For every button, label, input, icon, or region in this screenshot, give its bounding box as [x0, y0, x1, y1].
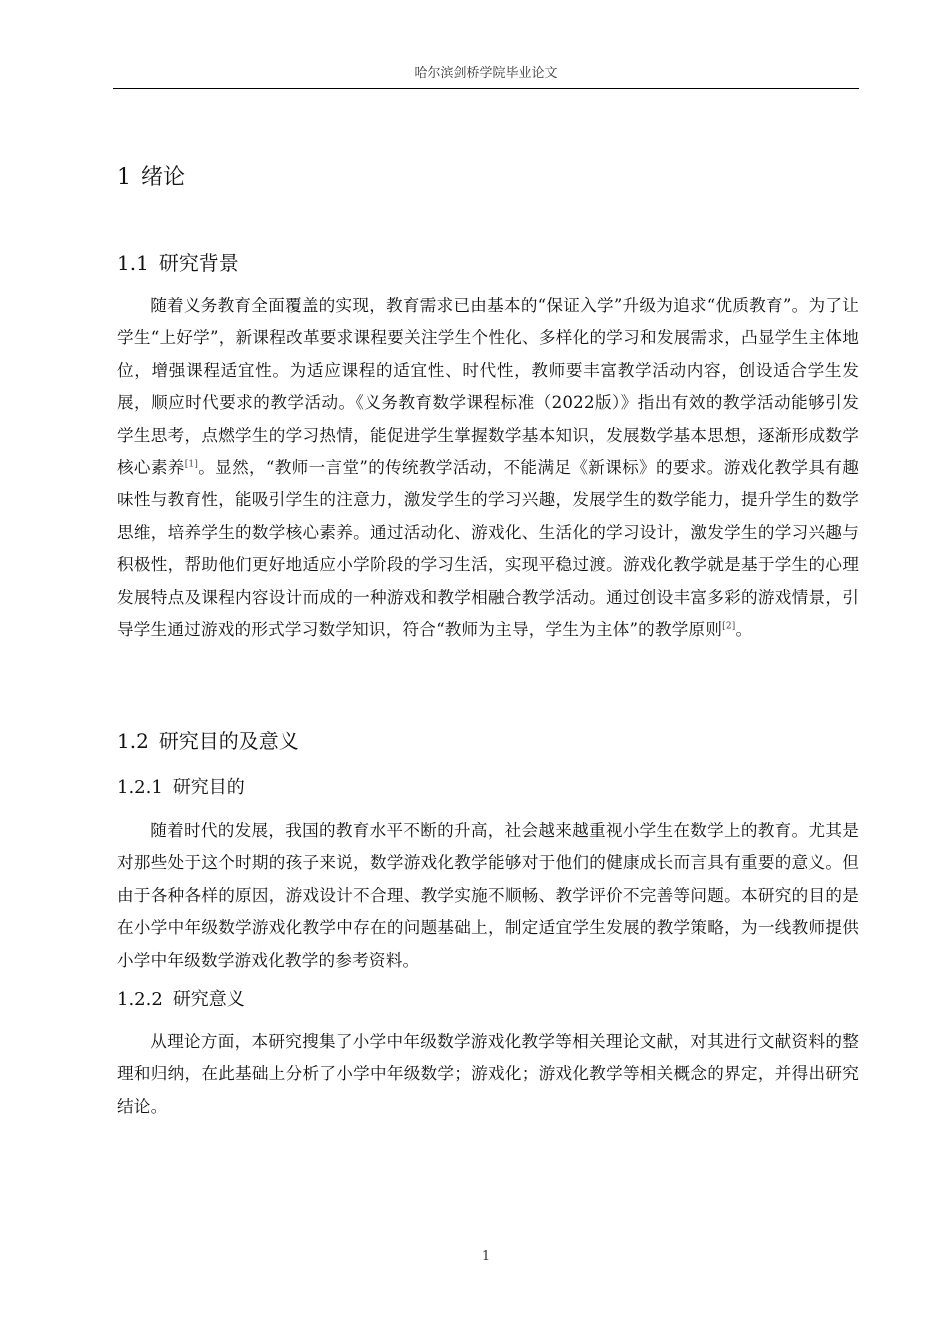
paragraph-text: 。显然，“教师一言堂”的传统教学活动，不能满足《新课标》的要求。游戏化教学具有趣味性与教育性，能吸引学生的注意力，激发学生的学习兴趣，发展学生的数学能力，提升学生的数学思维，培养学生的数学核心素养。通过活动化、游戏化、生活化的学习设计，激发学生的学习兴趣与积极性，帮助他们更好地适应小学阶段的学习生活，实现平稳过渡。游戏化教学就是基于学生的心理发展特点及课程内容设计而成的一种游戏和教学相融合教学活动。通过创设丰富多彩的游戏情景，引导学生通过游戏的形式学习数学知识，符合“教师为主导，学生为主体”的教学原则 [117, 458, 859, 640]
paragraph-text: 。 [735, 620, 753, 640]
citation-ref-2: [2] [722, 621, 736, 632]
subsection-title: 研究意义 [172, 989, 245, 1010]
chapter-number: 1 [117, 165, 131, 190]
section-title: 研究目的及意义 [158, 729, 299, 753]
subsection-number: 1.2.2 [117, 989, 163, 1010]
paragraph-text: 随着义务教育全面覆盖的实现，教育需求已由基本的“保证入学”升级为追求“优质教育”。为了让学生“上好学”，新课程改革要求课程要关注学生个性化、多样化的学习和发展需求，凸显学生主体地位，增强课程适宜性。为适应课程的适宜性、时代性，教师要丰富教学活动内容，创设适合学生发展，顺应时代要求的教学活动。《义务教育数学课程标准（2022版）》指出有效的教学活动能够引发学生思考，点燃学生的学习热情，能促进学生掌握数学基本知识，发展数学基本思想，逐渐形成数学核心素养 [117, 296, 859, 478]
page-number: 1 [481, 1249, 491, 1264]
purpose-paragraph: 随着时代的发展，我国的教育水平不断的升高，社会越来越重视小学生在数学上的教育。尤其是对那些处于这个时期的孩子来说，数学游戏化教学能够对于他们的健康成长而言具有重要的意义。但由于各种各样的原因，游戏设计不合理、教学实施不顺畅、教学评价不完善等问题。本研究的目的是在小学中年级数学游戏化教学中存在的问题基础上，制定适宜学生发展的教学策略，为一线教师提供小学中年级数学游戏化教学的参考资料。 [117, 821, 859, 970]
header-divider [113, 88, 859, 89]
section-heading-1-2 [117, 726, 299, 756]
background-paragraph [117, 290, 859, 646]
chapter-heading [117, 162, 185, 194]
subsection-title: 研究目的 [172, 777, 245, 798]
section-heading-1-1 [117, 248, 239, 278]
section-number: 1.2 [117, 729, 149, 753]
section-title: 研究背景 [158, 251, 239, 275]
citation-ref-1: [1] [184, 459, 199, 470]
running-header: 哈尔滨剑桥学院毕业论文 [414, 66, 558, 81]
subsection-heading-1-2-2 [117, 986, 245, 1014]
chapter-title: 绪论 [141, 165, 186, 190]
subsection-heading-1-2-1 [117, 774, 245, 802]
section-number: 1.1 [117, 251, 149, 275]
subsection-number: 1.2.1 [117, 777, 163, 798]
significance-paragraph: 从理论方面，本研究搜集了小学中年级数学游戏化教学等相关理论文献，对其进行文献资料的整理和归纳，在此基础上分析了小学中年级数学；游戏化；游戏化教学等相关概念的界定，并得出研究结论。 [117, 1032, 859, 1116]
